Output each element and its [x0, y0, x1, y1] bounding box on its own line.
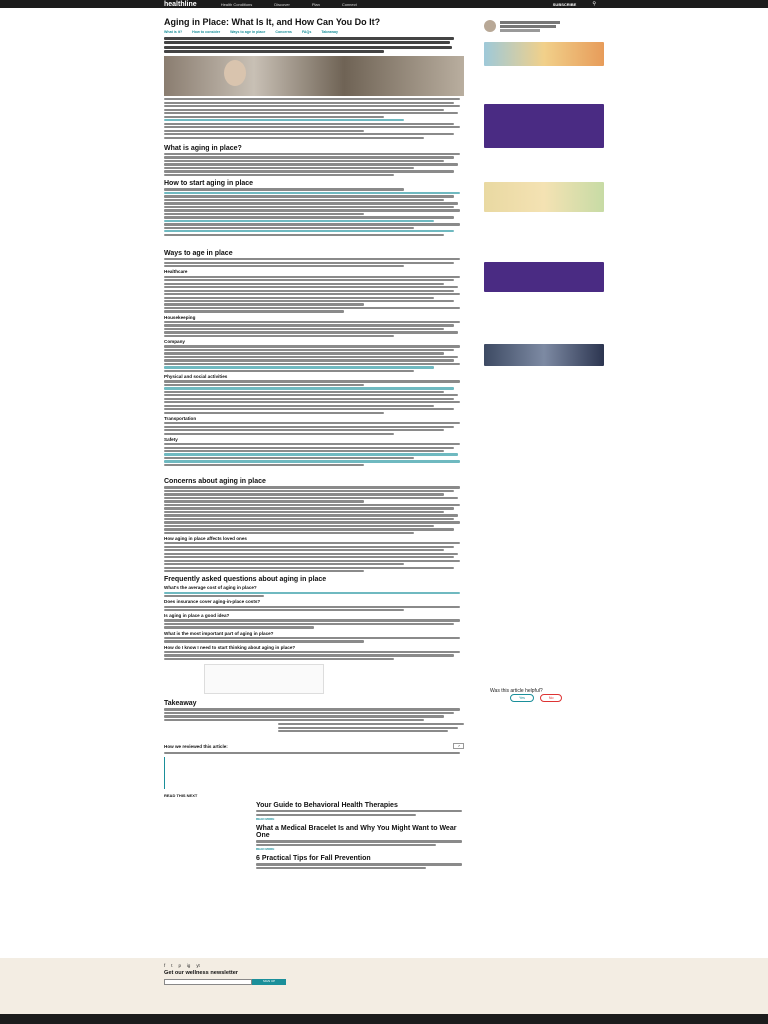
search-icon[interactable]: ⚲ — [592, 1, 596, 7]
sidebar-ad[interactable] — [484, 182, 604, 212]
tab-how[interactable]: How to consider — [192, 30, 221, 34]
related-card-title[interactable]: Your Guide to Behavioral Health Therapies — [256, 801, 398, 809]
avatar — [484, 20, 496, 32]
related-card-title[interactable]: What a Medical Bracelet Is and Why You Might Want to Wear One — [256, 825, 457, 840]
main-nav — [221, 2, 357, 7]
share-buttons — [453, 743, 464, 749]
heading-faq: Frequently asked questions about aging in place — [164, 576, 327, 584]
tab-faqs[interactable]: FAQs — [301, 30, 312, 34]
youtube-icon[interactable]: yt — [196, 963, 200, 968]
article-history — [164, 757, 464, 789]
reviewer-line — [500, 29, 540, 32]
heading-healthcare: Healthcare — [164, 269, 188, 275]
tab-what[interactable]: What is it? — [164, 30, 183, 34]
review-header — [164, 742, 464, 750]
signup-button[interactable]: SIGN UP — [252, 979, 286, 985]
medical-reviewer — [484, 20, 604, 33]
article-tabs — [164, 30, 454, 34]
email-field[interactable] — [164, 979, 252, 985]
sidebar-ad[interactable] — [484, 262, 604, 292]
body-text-block — [164, 98, 464, 139]
share-icon[interactable]: ↗ — [453, 743, 464, 749]
faq-q1: What's the average cost of aging in place? — [164, 585, 257, 591]
sidebar-ad[interactable] — [484, 104, 604, 148]
faq-q4: What is the most important part of aging in place? — [164, 630, 274, 636]
site-logo[interactable]: healthline — [164, 0, 197, 8]
tab-ways[interactable]: Ways to age in place — [230, 30, 266, 34]
heading-what-is: What is aging in place? — [164, 144, 242, 152]
heading-takeaway: Takeaway — [164, 700, 197, 708]
heading-loved-ones: How aging in place affects loved ones — [164, 536, 247, 541]
article-title: Aging in Place: What Is It, and How Can You Do It? — [164, 17, 381, 27]
heading-housekeeping: Housekeeping — [164, 314, 196, 320]
related-card[interactable] — [256, 855, 464, 869]
tab-concerns[interactable]: Concerns — [275, 30, 292, 34]
reviewer-line — [500, 25, 556, 28]
yes-button[interactable]: Yes — [510, 694, 534, 702]
newsletter-title: Get our wellness newsletter — [164, 970, 238, 976]
heading-concerns: Concerns about aging in place — [164, 478, 266, 486]
read-more-link[interactable]: READ MORE — [256, 817, 275, 822]
article — [164, 18, 464, 870]
no-button[interactable]: No — [540, 694, 563, 702]
nav-item-connect[interactable]: Connect — [341, 1, 357, 7]
hero-image — [164, 56, 464, 96]
heading-physical-social: Physical and social activities — [164, 374, 228, 380]
heading-company: Company — [164, 339, 185, 345]
sidebar-ad[interactable] — [484, 344, 604, 366]
heading-ways: Ways to age in place — [164, 249, 233, 257]
heading-safety: Safety — [164, 436, 178, 442]
faq-q2: Does insurance cover aging-in-place costs? — [164, 599, 261, 605]
faq-q5: How do I know I need to start thinking about aging in place? — [164, 644, 296, 650]
twitter-icon[interactable]: t — [171, 963, 173, 968]
helpful-question: Was this article helpful? — [490, 688, 543, 694]
pinterest-icon[interactable]: p — [178, 963, 181, 968]
author-bio — [278, 723, 464, 732]
subscribe-button[interactable]: SUBSCRIBE — [552, 1, 577, 7]
intro-paragraph — [164, 37, 464, 53]
related-card[interactable] — [256, 825, 464, 851]
nav-item-plan[interactable]: Plan — [311, 1, 320, 7]
instagram-icon[interactable]: ig — [186, 963, 191, 968]
facebook-icon[interactable]: f — [164, 963, 166, 968]
bottom-bar — [0, 1014, 768, 1024]
read-this-next-label: READ THIS NEXT — [164, 792, 198, 798]
heading-how-to-start: How to start aging in place — [164, 180, 254, 188]
tab-takeaway[interactable]: Takeaway — [321, 30, 339, 34]
inline-ad[interactable] — [204, 664, 324, 694]
top-navigation — [0, 0, 768, 8]
related-card[interactable] — [256, 802, 464, 821]
sidebar-ad[interactable] — [484, 42, 604, 66]
footer — [0, 958, 768, 1014]
newsletter — [164, 970, 364, 985]
social-links — [164, 963, 200, 968]
read-more-link[interactable]: READ MORE — [256, 847, 275, 852]
reviewer-line — [500, 21, 560, 24]
nav-item-health-conditions[interactable]: Health Conditions — [220, 1, 253, 7]
right-rail — [484, 20, 604, 33]
nav-item-discover[interactable]: Discover — [274, 1, 290, 7]
faq-q3: Is aging in place a good idea? — [164, 613, 230, 619]
feedback-buttons — [510, 694, 562, 702]
heading-transportation: Transportation — [164, 415, 197, 421]
reviewed-heading: How we reviewed this article: — [164, 744, 228, 750]
related-card-title[interactable]: 6 Practical Tips for Fall Prevention — [256, 855, 371, 863]
